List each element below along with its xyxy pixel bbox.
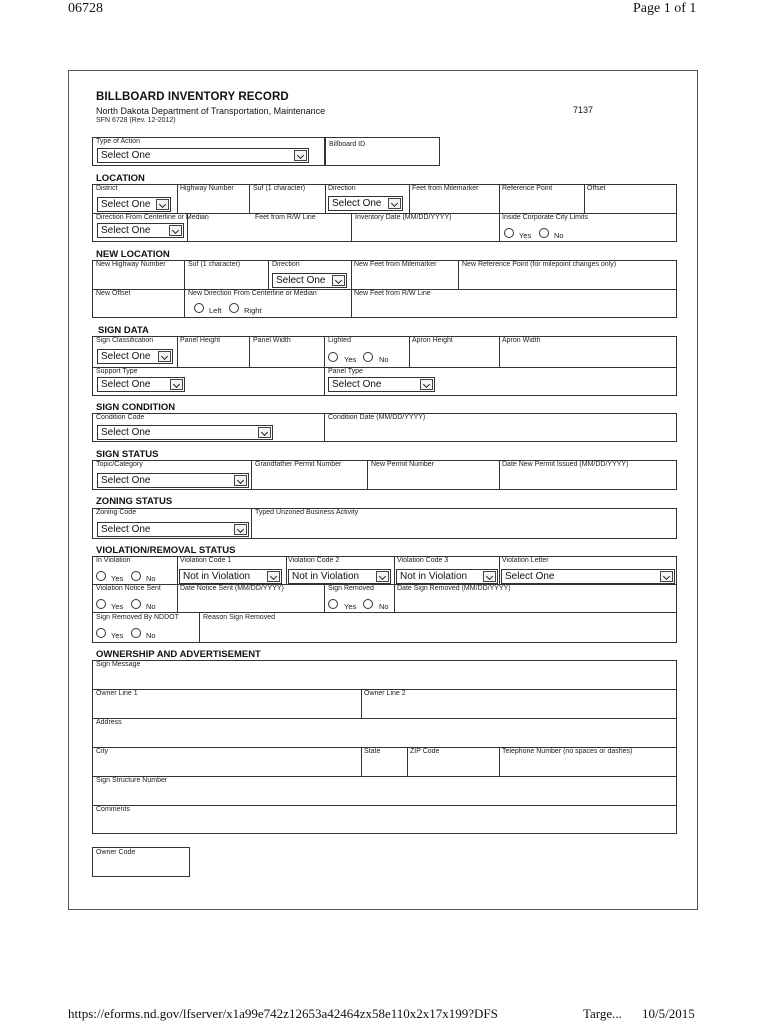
violation-code3-value: Not in Violation xyxy=(400,571,468,582)
topic-value: Select One xyxy=(101,475,151,486)
lighted-label: Lighted xyxy=(328,337,351,344)
new-location-heading: NEW LOCATION xyxy=(96,249,170,260)
chevron-down-icon xyxy=(267,571,280,582)
divider xyxy=(251,508,252,539)
offset-label: Offset xyxy=(587,185,606,192)
divider xyxy=(499,747,500,776)
violation-code1-value: Not in Violation xyxy=(183,571,251,582)
violation-code2-label: Violation Code 2 xyxy=(288,557,340,564)
inside-city-no-radio[interactable] xyxy=(539,228,549,238)
sfn-number: SFN 6728 (Rev. 12-2012) xyxy=(96,117,176,124)
chevron-down-icon xyxy=(660,571,673,582)
new-reference-label: New Reference Point (for milepoint changes only) xyxy=(462,261,617,268)
page-count: Page 1 of 1 xyxy=(633,1,697,16)
condition-code-value: Select One xyxy=(101,427,151,438)
removed-by-no-radio[interactable] xyxy=(131,628,141,638)
sign-status-heading: SIGN STATUS xyxy=(96,449,159,460)
violation-letter-value: Select One xyxy=(505,571,555,582)
support-type-label: Support Type xyxy=(96,368,138,375)
divider xyxy=(407,747,408,776)
new-direction-value: Select One xyxy=(276,275,326,286)
chevron-down-icon xyxy=(234,524,247,535)
divider xyxy=(458,260,459,289)
reason-removed-label: Reason Sign Removed xyxy=(203,614,275,621)
in-violation-no-radio[interactable] xyxy=(131,571,141,581)
divider xyxy=(325,184,326,213)
in-violation-label: In Violation xyxy=(96,557,131,564)
date-notice-sent-label: Date Notice Sent (MM/DD/YYYY) xyxy=(180,585,284,592)
direction-label: Direction xyxy=(328,185,356,192)
sign-data-heading: SIGN DATA xyxy=(98,325,149,336)
inventory-date-label: Inventory Date (MM/DD/YYYY) xyxy=(355,214,452,221)
notice-sent-no-radio[interactable] xyxy=(131,599,141,609)
notice-sent-no-label: No xyxy=(146,602,156,611)
new-highway-label: New Highway Number xyxy=(96,261,166,268)
direction-centerline-label: Direction From Centerline or Median xyxy=(96,214,209,221)
topic-label: Topic/Category xyxy=(96,461,143,468)
divider xyxy=(409,184,410,213)
form-number: 7137 xyxy=(573,105,594,115)
divider xyxy=(177,336,178,367)
panel-height-label: Panel Height xyxy=(180,337,221,344)
new-direction-select[interactable] xyxy=(272,273,347,288)
condition-date-label: Condition Date (MM/DD/YYYY) xyxy=(328,414,426,421)
sign-condition-heading: SIGN CONDITION xyxy=(96,402,176,413)
agency: North Dakota Department of Transportation, Maintenance xyxy=(96,106,326,116)
divider xyxy=(351,213,352,242)
sign-classification-select[interactable] xyxy=(97,349,173,364)
removed-by-yes-radio[interactable] xyxy=(96,628,106,638)
divider xyxy=(184,289,185,318)
inside-city-label: Inside Corporate City Limits xyxy=(502,214,588,221)
address-label: Address xyxy=(96,719,122,726)
chevron-down-icon xyxy=(332,275,345,286)
divider xyxy=(499,336,500,367)
sign-classification-value: Select One xyxy=(101,351,151,362)
panel-type-value: Select One xyxy=(332,379,382,390)
removed-by-yes-label: Yes xyxy=(111,631,124,640)
sign-message-label: Sign Message xyxy=(96,661,141,668)
owner-line2-label: Owner Line 2 xyxy=(364,690,406,697)
new-direction-right-label: Right xyxy=(244,306,262,315)
new-suf-label: Suf (1 character) xyxy=(188,261,241,268)
divider xyxy=(92,367,677,368)
divider xyxy=(324,336,325,396)
lighted-yes-label: Yes xyxy=(344,355,357,364)
divider xyxy=(92,776,677,777)
chevron-down-icon xyxy=(294,150,307,161)
new-direction-left-radio[interactable] xyxy=(194,303,204,313)
divider xyxy=(499,556,500,584)
chevron-down-icon xyxy=(483,571,496,582)
support-type-value: Select One xyxy=(101,379,151,390)
divider xyxy=(249,336,250,367)
new-offset-label: New Offset xyxy=(96,290,131,297)
date-permit-issued-label: Date New Permit Issued (MM/DD/YYYY) xyxy=(502,461,629,468)
highway-number-label: Highway Number xyxy=(180,185,234,192)
support-type-select[interactable] xyxy=(97,377,185,392)
divider xyxy=(499,460,500,490)
location-heading: LOCATION xyxy=(96,173,145,184)
in-violation-yes-radio[interactable] xyxy=(96,571,106,581)
in-violation-no-label: No xyxy=(146,574,156,583)
notice-sent-label: Violation Notice Sent xyxy=(96,585,161,592)
violation-code2-value: Not in Violation xyxy=(292,571,360,582)
panel-type-select[interactable] xyxy=(328,377,435,392)
violation-letter-label: Violation Letter xyxy=(502,557,549,564)
zoning-code-select[interactable] xyxy=(97,522,249,537)
divider xyxy=(92,612,677,613)
sign-structure-label: Sign Structure Number xyxy=(96,777,168,784)
inside-city-yes-radio[interactable] xyxy=(504,228,514,238)
chevron-down-icon xyxy=(376,571,389,582)
chevron-down-icon xyxy=(170,379,183,390)
feet-from-milemarker-label: Feet from Milemarker xyxy=(412,185,479,192)
sign-removed-no-label: No xyxy=(379,602,389,611)
form-title: BILLBOARD INVENTORY RECORD xyxy=(96,91,289,103)
divider xyxy=(268,260,269,289)
telephone-label: Telephone Number (no spaces or dashes) xyxy=(502,748,633,755)
direction-centerline-select[interactable] xyxy=(97,223,184,238)
suf-label: Suf (1 character) xyxy=(253,185,306,192)
divider xyxy=(251,460,252,490)
district-select[interactable] xyxy=(97,197,171,212)
chevron-down-icon xyxy=(156,199,169,210)
new-direction-label: Direction xyxy=(272,261,300,268)
topic-select[interactable] xyxy=(97,473,249,488)
district-value: Select One xyxy=(101,199,151,210)
feet-rw-label: Feet from R/W Line xyxy=(255,214,316,221)
form-frame xyxy=(68,70,698,910)
in-violation-yes-label: Yes xyxy=(111,574,124,583)
apron-height-label: Apron Height xyxy=(412,337,453,344)
zoning-code-value: Select One xyxy=(101,524,151,535)
ownership-heading: OWNERSHIP AND ADVERTISEMENT xyxy=(96,649,261,660)
sign-removed-yes-label: Yes xyxy=(344,602,357,611)
zip-label: ZIP Code xyxy=(410,748,440,755)
new-permit-label: New Permit Number xyxy=(371,461,435,468)
divider xyxy=(249,184,250,213)
inside-city-no-label: No xyxy=(554,231,564,240)
panel-type-label: Panel Type xyxy=(328,368,363,375)
sign-classification-label: Sign Classification xyxy=(96,337,154,344)
divider xyxy=(286,556,287,584)
typed-unzoned-label: Typed Unzoned Business Activity xyxy=(255,509,359,516)
direction-value: Select One xyxy=(332,198,382,209)
notice-sent-yes-radio[interactable] xyxy=(96,599,106,609)
notice-sent-yes-label: Yes xyxy=(111,602,124,611)
lighted-yes-radio[interactable] xyxy=(328,352,338,362)
condition-code-select[interactable] xyxy=(97,425,273,440)
new-feet-milemarker-label: New Feet from Milemarker xyxy=(354,261,437,268)
city-label: City xyxy=(96,748,109,755)
comments-label: Comments xyxy=(96,806,130,813)
divider xyxy=(177,556,178,584)
page-id: 06728 xyxy=(68,1,103,16)
panel-width-label: Panel Width xyxy=(253,337,291,344)
removed-by-no-label: No xyxy=(146,631,156,640)
violation-heading: VIOLATION/REMOVAL STATUS xyxy=(96,545,236,556)
chevron-down-icon xyxy=(258,427,271,438)
divider xyxy=(394,556,395,584)
divider xyxy=(199,612,200,643)
removed-by-label: Sign Removed By NDDOT xyxy=(96,614,179,621)
divider xyxy=(367,460,368,490)
chevron-down-icon xyxy=(234,475,247,486)
apron-width-label: Apron Width xyxy=(502,337,541,344)
type-of-action-value: Select One xyxy=(101,150,151,161)
lighted-no-radio[interactable] xyxy=(363,352,373,362)
zoning-code-label: Zoning Code xyxy=(96,509,137,516)
divider xyxy=(394,584,395,612)
condition-code-label: Condition Code xyxy=(96,414,145,421)
direction-centerline-value: Select One xyxy=(101,225,151,236)
violation-code2-select[interactable] xyxy=(288,569,391,584)
owner-line1-label: Owner Line 1 xyxy=(96,690,138,697)
chevron-down-icon xyxy=(388,198,401,209)
divider xyxy=(409,336,410,367)
violation-letter-select[interactable] xyxy=(501,569,675,584)
violation-code3-select[interactable] xyxy=(396,569,498,584)
footer-date: 10/5/2015 xyxy=(642,1006,695,1021)
direction-select[interactable] xyxy=(328,196,403,211)
billboard-id-label: Billboard ID xyxy=(329,141,366,148)
district-label: District xyxy=(96,185,118,192)
chevron-down-icon xyxy=(158,351,171,362)
owner-code-label: Owner Code xyxy=(96,849,136,856)
violation-code1-label: Violation Code 1 xyxy=(180,557,232,564)
divider xyxy=(584,184,585,213)
new-direction-left-label: Left xyxy=(209,306,222,315)
inside-city-yes-label: Yes xyxy=(519,231,532,240)
sign-removed-yes-radio[interactable] xyxy=(328,599,338,609)
reference-point-label: Reference Point xyxy=(502,185,553,192)
divider xyxy=(177,184,178,213)
sign-removed-label: Sign Removed xyxy=(328,585,374,592)
divider xyxy=(351,260,352,318)
type-of-action-label: Type of Action xyxy=(96,138,140,145)
sign-removed-no-radio[interactable] xyxy=(363,599,373,609)
violation-code1-select[interactable] xyxy=(179,569,282,584)
zoning-status-heading: ZONING STATUS xyxy=(96,496,173,507)
chevron-down-icon xyxy=(169,225,182,236)
divider xyxy=(361,747,362,776)
date-sign-removed-label: Date Sign Removed (MM/DD/YYYY) xyxy=(397,585,511,592)
new-feet-rw-label: New Feet from R/W Line xyxy=(354,290,431,297)
state-label: State xyxy=(364,748,381,755)
divider xyxy=(361,689,362,718)
grandfather-permit-label: Grandfather Permit Number xyxy=(255,461,342,468)
new-direction-centerline-label: New Direction From Centerline or Median xyxy=(188,290,317,297)
lighted-no-label: No xyxy=(379,355,389,364)
chevron-down-icon xyxy=(420,379,433,390)
divider xyxy=(92,718,677,719)
divider xyxy=(324,413,325,442)
divider xyxy=(92,805,677,806)
violation-code3-label: Violation Code 3 xyxy=(397,557,449,564)
type-of-action-select[interactable] xyxy=(97,148,309,163)
footer-target: Targe... xyxy=(583,1006,622,1021)
new-direction-right-radio[interactable] xyxy=(229,303,239,313)
divider xyxy=(324,584,325,612)
footer-url: https://eforms.nd.gov/lfserver/x1a99e742z12653a42464zx58e110x2x17x199?DFS xyxy=(68,1006,498,1021)
divider xyxy=(177,584,178,612)
divider xyxy=(184,260,185,289)
divider xyxy=(499,184,500,242)
